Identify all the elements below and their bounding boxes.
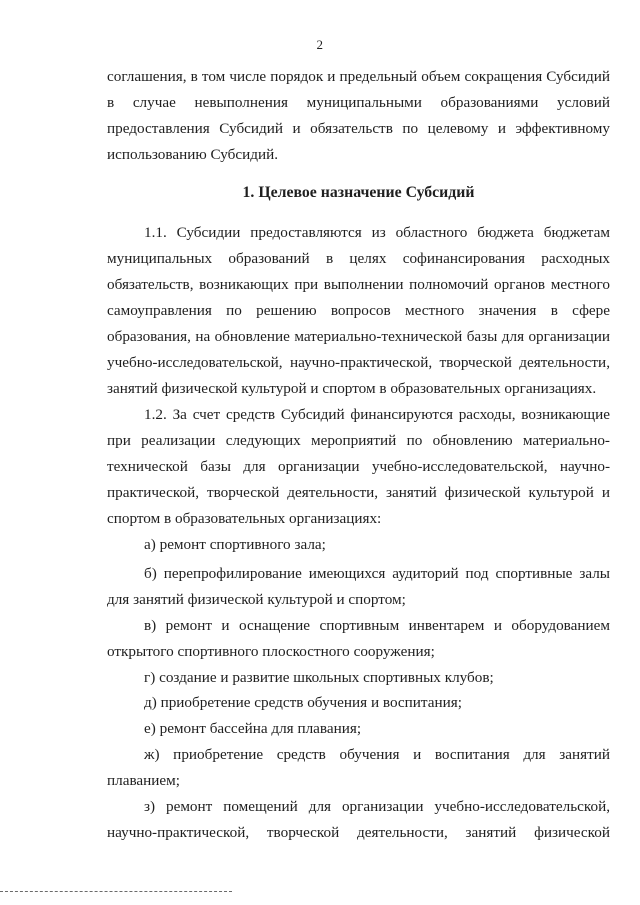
text-line: д) приобретение средств обучения и воспитания;	[144, 694, 462, 711]
text-line: при реализации следующих мероприятий по обновлению материально-	[107, 432, 610, 449]
text-line: б) перепрофилирование имеющихся аудиторий под спортивные залы	[144, 565, 610, 582]
list-item-e	[107, 716, 610, 742]
text-line: муниципальных образований в целях софинансирования расходных	[107, 250, 610, 267]
text-line: обязательств, возникающих при выполнении полномочий органов местного	[107, 276, 610, 293]
text-line: г) создание и развитие школьных спортивных клубов;	[144, 669, 494, 686]
section-heading: 1. Целевое назначение Субсидий	[242, 184, 475, 201]
text-line: занятий физической культурой и спортом в образовательных организациях.	[107, 380, 597, 397]
text-line: е) ремонт бассейна для плавания;	[144, 720, 362, 737]
list-item-v	[107, 613, 610, 665]
list-item-zh	[107, 742, 610, 794]
text-line: технической базы для организации учебно-исследовательской, научно-	[107, 458, 610, 475]
intro-paragraph	[107, 64, 610, 168]
text-line: спортом в образовательных организациях:	[107, 510, 382, 527]
text-line: образования, на обновление материально-технической базы для организации	[107, 328, 610, 345]
text-line: открытого спортивного плоскостного сооружения;	[107, 643, 435, 660]
text-line: плаванием;	[107, 772, 180, 789]
list-item-b	[107, 561, 610, 613]
text-line: предоставления Субсидий и обязательств по целевому и эффективному	[107, 120, 610, 137]
text-line: в) ремонт и оснащение спортивным инвентарем и оборудованием	[144, 617, 610, 634]
text-line: научно-практической, творческой деятельности, занятий физической	[107, 824, 610, 841]
paragraph-1-2	[107, 402, 610, 532]
text-line: 1.1. Субсидии предоставляются из областного бюджета бюджетам	[144, 224, 610, 241]
page-number: 2	[316, 37, 324, 52]
paragraph-1-1	[107, 220, 610, 402]
list-item-z	[107, 794, 610, 846]
text-line: использованию Субсидий.	[107, 146, 279, 163]
text-line: соглашения, в том числе порядок и предельный объем сокращения Субсидий	[107, 68, 610, 85]
text-line: ж) приобретение средств обучения и воспитания для занятий	[144, 746, 610, 763]
list-item-a	[107, 532, 610, 558]
text-line: учебно-исследовательской, научно-практической, творческой деятельности,	[107, 354, 610, 371]
text-line: практической, творческой деятельности, занятий физической культурой и	[107, 484, 610, 501]
footer-divider	[0, 891, 232, 892]
list-item-g	[107, 665, 610, 691]
list-item-d	[107, 690, 610, 716]
text-line: для занятий физической культурой и спортом;	[107, 591, 406, 608]
text-line: в случае невыполнения муниципальными образованиями условий	[107, 94, 610, 111]
text-line: з) ремонт помещений для организации учебно-исследовательской,	[144, 798, 610, 815]
text-line: а) ремонт спортивного зала;	[144, 536, 326, 553]
text-line: самоуправления по решению вопросов местного значения в сфере	[107, 302, 610, 319]
text-line: 1.2. За счет средств Субсидий финансируются расходы, возникающие	[144, 406, 610, 423]
